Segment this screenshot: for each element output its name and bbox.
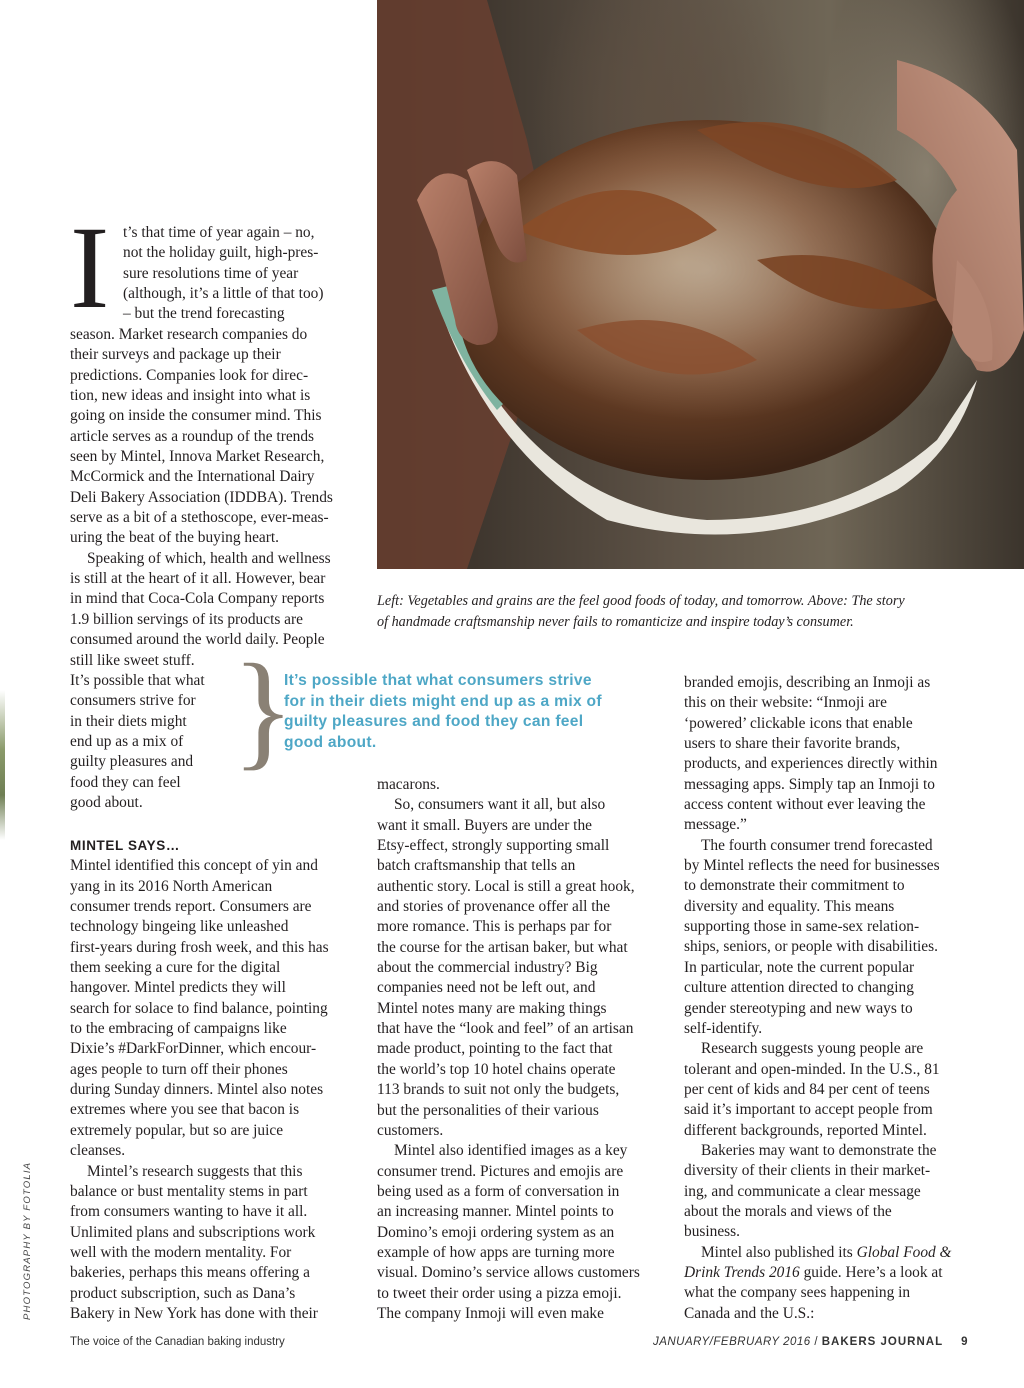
text-line: the world’s top 10 hotel chains operate (377, 1060, 616, 1078)
text-line: guilty pleasures and (70, 753, 194, 771)
text-line: ships, seniors, or people with disabilities. (684, 938, 938, 956)
text-line: Mintel notes many are making things (377, 999, 607, 1017)
text-line: ages people to turn off their phones (70, 1060, 288, 1078)
text-line: the course for the artisan baker, but what (377, 938, 628, 956)
text-line: about the morals and views of the (684, 1202, 892, 1220)
text-line: It’s possible that what (70, 671, 205, 689)
text-line: batch craftsmanship that tells an (377, 857, 576, 875)
text-line: Canada and the U.S.: (684, 1304, 815, 1322)
text-line: users to share their favorite brands, (684, 735, 901, 753)
text-line: consumers strive for (70, 692, 196, 710)
text-line: Speaking of which, health and wellness (87, 549, 331, 567)
text-line (684, 1243, 976, 1263)
text-line: to the embracing of campaigns like (70, 1020, 287, 1038)
text-line: In particular, note the current popular (684, 958, 915, 976)
text-line: made product, pointing to the fact that (377, 1040, 613, 1058)
text-line: Mintel also identified images as a key (394, 1142, 628, 1160)
text-line: branded emojis, describing an Inmoji as (684, 674, 931, 691)
text-line: to demonstrate their commitment to (684, 877, 905, 895)
text-line: ‘powered’ clickable icons that enable (684, 714, 913, 732)
text-line: products, and experiences directly within (684, 755, 938, 773)
text-line: tion, new ideas and insight into what is (70, 387, 311, 405)
page-number: 9 (961, 1336, 968, 1348)
pull-quote-line: It’s possible that what consumers strive (284, 672, 592, 689)
text-line: Mintel’s research suggests that this (87, 1162, 303, 1180)
text-line: 1.9 billion servings of its products are (70, 610, 303, 628)
intro-line: – but the trend forecasting (123, 305, 285, 323)
text-line: said it’s important to accept people from (684, 1101, 933, 1119)
text-line: cleanses. (70, 1142, 126, 1160)
text-line: 113 brands to suit not only the budgets, (377, 1081, 620, 1099)
intro-line: not the holiday guilt, high-pres- (123, 244, 319, 262)
footer-magazine-name: BAKERS JOURNAL (821, 1336, 944, 1348)
text-line: Dixie’s #DarkForDinner, which encour- (70, 1040, 317, 1058)
caption-line: Left: Vegetables and grains are the feel good foods of today, and tomorrow. Above: The story (377, 593, 905, 609)
text-line: consumer trend. Pictures and emojis are (377, 1162, 624, 1180)
text-line: McCormick and the International Dairy (70, 468, 315, 486)
text-line: what the company sees happening in (684, 1284, 911, 1302)
text-line: customers. (377, 1121, 444, 1139)
text-line: balance or bust mentality stems in part (70, 1182, 308, 1200)
text-line: serve as a bit of a stethoscope, ever-meas- (70, 509, 329, 527)
text-line: message.” (684, 816, 747, 834)
text-line: Bakeries may want to demonstrate the (701, 1141, 937, 1159)
text-line: good about. (70, 793, 143, 811)
text-line: want it small. Buyers are under the (377, 816, 592, 834)
intro-line: sure resolutions time of year (123, 264, 299, 282)
text-line: consumer trends report. Consumers are (70, 898, 312, 916)
text-run: guide. Here’s a look at (799, 1263, 943, 1281)
guide-title-italic: Global Food & (856, 1243, 952, 1261)
text-line: product subscription, such as Dana’s (70, 1284, 296, 1302)
text-line: different backgrounds, reported Mintel. (684, 1121, 927, 1139)
text-line: gender stereotyping and new ways to (684, 999, 913, 1017)
text-line: Mintel identified this concept of yin and (70, 857, 318, 875)
footer-tagline: The voice of the Canadian baking industry (70, 1336, 285, 1348)
pull-quote-line: guilty pleasures and food they can feel (284, 713, 584, 730)
text-line: but the personalities of their various (377, 1101, 599, 1119)
text-line: well with the modern mentality. For (70, 1243, 292, 1261)
text-line: in their diets might (70, 712, 187, 730)
text-line (684, 1263, 976, 1283)
text-line: Bakery in New York has done with their (70, 1304, 318, 1322)
text-line: hangover. Mintel predicts they will (70, 979, 286, 997)
caption-line: of handmade craftsmanship never fails to romanticize and inspire today’s consumer. (377, 613, 854, 630)
text-line: end up as a mix of (70, 732, 184, 750)
text-line: ing, and communicate a clear message (684, 1182, 921, 1200)
text-line: food they can feel (70, 773, 181, 791)
text-line: extremes where you see that bacon is (70, 1101, 300, 1119)
text-line: article serves as a roundup of the trends (70, 427, 315, 445)
column-1-mintel (70, 836, 360, 1324)
text-line: an increasing manner. Mintel points to (377, 1203, 614, 1221)
pull-quote-line: good about. (284, 733, 377, 751)
text-line: per cent of kids and 84 per cent of teens (684, 1080, 930, 1098)
left-page-image-edge (0, 690, 5, 840)
text-line: diversity of their clients in their market- (684, 1162, 931, 1180)
text-line: culture attention directed to changing (684, 979, 914, 997)
text-line: yang in its 2016 North American (70, 877, 273, 895)
intro-line: (although, it’s a little of that too) (123, 285, 324, 303)
text-line: still like sweet stuff. (70, 651, 195, 669)
text-line: messaging apps. Simply tap an Inmoji to (684, 775, 935, 793)
text-line: their surveys and package up their (70, 346, 281, 364)
text-line: in mind that Coca-Cola Company reports (70, 590, 325, 608)
pull-quote (284, 671, 674, 753)
photo-caption (377, 591, 977, 632)
intro-line: t’s that time of year again – no, (123, 224, 315, 241)
text-line: this on their website: “Inmoji are (684, 694, 888, 712)
text-line: The fourth consumer trend forecasted (701, 836, 933, 854)
text-line: uring the beat of the buying heart. (70, 529, 279, 547)
text-line: by Mintel reflects the need for businesses (684, 857, 940, 875)
text-line: predictions. Companies look for direc- (70, 366, 309, 384)
text-line: tolerant and open-minded. In the U.S., 81 (684, 1060, 940, 1078)
text-line: business. (684, 1223, 741, 1241)
text-line: is still at the heart of it all. However, bear (70, 570, 326, 588)
text-line: them seeking a cure for the digital (70, 959, 281, 977)
text-line: self-identify. (684, 1019, 763, 1037)
text-line: to tweet their order using a pizza emoji. (377, 1284, 622, 1302)
section-heading-mintel: MINTEL SAYS… (70, 838, 180, 853)
text-line: access content without ever leaving the (684, 796, 926, 814)
text-line: extremely popular, but so are juice (70, 1121, 284, 1139)
text-line: visual. Domino’s service allows customers (377, 1264, 640, 1282)
text-line: being used as a form of conversation in (377, 1182, 620, 1200)
text-line: that have the “look and feel” of an artisan (377, 1020, 634, 1038)
footer-separator: / (810, 1336, 822, 1348)
text-line: from consumers wanting to have it all. (70, 1203, 308, 1221)
photo-credit: PHOTOGRAPHY BY FOTOLIA (22, 1161, 33, 1320)
text-line: going on inside the consumer mind. This (70, 407, 322, 425)
guide-title-italic: Drink Trends 2016 (684, 1263, 800, 1281)
text-line: diversity and equality. This means (684, 897, 895, 915)
text-line: search for solace to find balance, pointing (70, 999, 328, 1017)
text-line: supporting those in same-sex relation- (684, 918, 920, 936)
intro-wrapped-lines (123, 223, 363, 325)
text-line: technology bingeing like unleashed (70, 918, 289, 936)
text-line: So, consumers want it all, but also (394, 796, 606, 814)
text-line: and stories of provenance offer all the (377, 898, 611, 916)
text-line: first-years during frosh week, and this has (70, 938, 329, 956)
text-line: during Sunday dinners. Mintel also notes (70, 1081, 324, 1099)
bread-loaf-held-in-hands-photo-icon (377, 0, 1024, 569)
footer-issue-info (653, 1336, 968, 1348)
pull-quote-line: for in their diets might end up as a mix of (284, 692, 602, 710)
text-line: Etsy-effect, strongly supporting small (377, 837, 610, 855)
text-line: example of how apps are turning more (377, 1243, 615, 1261)
text-line: more romance. This is perhaps par for (377, 918, 612, 936)
text-line: macarons. (377, 776, 440, 793)
column-3 (684, 673, 976, 1324)
text-line: seen by Mintel, Innova Market Research, (70, 448, 325, 466)
text-line: Deli Bakery Association (IDDBA). Trends (70, 488, 333, 506)
text-line: about the commercial industry? Big (377, 959, 598, 977)
text-line: Research suggests young people are (701, 1040, 924, 1058)
text-line: authentic story. Local is still a great hook, (377, 877, 635, 895)
bread-photo (377, 0, 1024, 569)
text-line: consumed around the world daily. People (70, 631, 325, 649)
drop-cap: I (70, 202, 110, 333)
text-line: Unlimited plans and subscriptions work (70, 1223, 316, 1241)
text-line: Domino’s emoji ordering system as an (377, 1223, 615, 1241)
footer-issue-date: JANUARY/FEBRUARY 2016 (652, 1336, 811, 1348)
text-line: companies need not be left out, and (377, 979, 596, 997)
pull-quote-brace-icon: } (232, 638, 295, 782)
text-line: bakeries, perhaps this means offering a (70, 1264, 310, 1282)
column-2 (377, 775, 669, 1324)
text-line: season. Market research companies do (70, 326, 308, 343)
text-run: Mintel also published its (701, 1243, 857, 1261)
text-line: The company Inmoji will even make (377, 1304, 604, 1322)
